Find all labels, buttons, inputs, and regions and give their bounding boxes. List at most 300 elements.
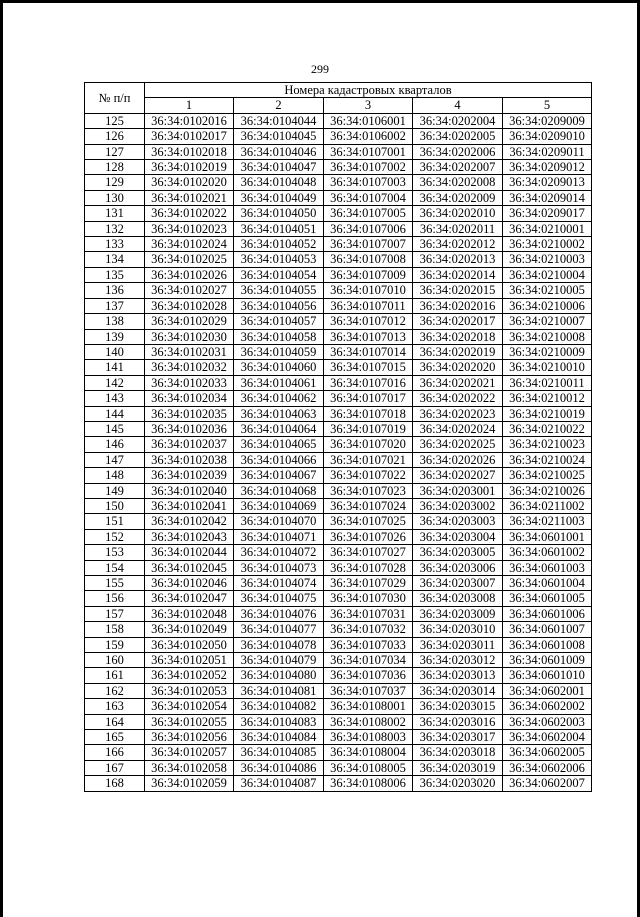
row-number-cell: 142 [85,375,145,390]
cadastral-number-cell: 36:34:0104049 [234,190,324,205]
cadastral-number-cell: 36:34:0202021 [413,375,503,390]
table-row [85,576,592,591]
row-number-cell: 153 [85,545,145,560]
cadastral-number-cell: 36:34:0210005 [503,283,592,298]
cadastral-number-cell: 36:34:0107001 [324,144,413,159]
cadastral-number-cell: 36:34:0107030 [324,591,413,606]
cadastral-number-cell: 36:34:0104074 [234,576,324,591]
table-row [85,452,592,467]
row-number-cell: 167 [85,760,145,775]
cadastral-number-cell: 36:34:0107020 [324,437,413,452]
cadastral-number-cell: 36:34:0107031 [324,606,413,621]
cadastral-number-cell: 36:34:0104080 [234,668,324,683]
cadastral-number-cell: 36:34:0104076 [234,606,324,621]
cadastral-number-cell: 36:34:0202022 [413,391,503,406]
cadastral-number-cell: 36:34:0202015 [413,283,503,298]
cadastral-number-cell: 36:34:0102028 [145,298,234,313]
cadastral-number-cell: 36:34:0102026 [145,267,234,282]
cadastral-number-cell: 36:34:0104050 [234,206,324,221]
cadastral-number-cell: 36:34:0210012 [503,391,592,406]
cadastral-number-cell: 36:34:0203017 [413,730,503,745]
cadastral-number-cell: 36:34:0102023 [145,221,234,236]
cadastral-number-cell: 36:34:0108006 [324,776,413,791]
cadastral-number-cell: 36:34:0107003 [324,175,413,190]
cadastral-number-cell: 36:34:0107004 [324,190,413,205]
cadastral-number-cell: 36:34:0102022 [145,206,234,221]
cadastral-number-cell: 36:34:0104075 [234,591,324,606]
table-row [85,653,592,668]
row-number-cell: 131 [85,206,145,221]
table-row [85,129,592,144]
row-number-cell: 160 [85,653,145,668]
cadastral-number-cell: 36:34:0102053 [145,683,234,698]
row-number-cell: 150 [85,498,145,513]
table-row [85,714,592,729]
table-row [85,314,592,329]
row-number-cell: 145 [85,421,145,436]
cadastral-number-cell: 36:34:0102019 [145,160,234,175]
cadastral-number-cell: 36:34:0203014 [413,683,503,698]
cadastral-number-cell: 36:34:0203016 [413,714,503,729]
cadastral-number-cell: 36:34:0104077 [234,622,324,637]
cadastral-number-cell: 36:34:0210008 [503,329,592,344]
row-number-cell: 158 [85,622,145,637]
row-number-cell: 137 [85,298,145,313]
cadastral-number-cell: 36:34:0102052 [145,668,234,683]
cadastral-number-cell: 36:34:0102033 [145,375,234,390]
cadastral-number-cell: 36:34:0102047 [145,591,234,606]
cadastral-number-cell: 36:34:0102017 [145,129,234,144]
cadastral-number-cell: 36:34:0104079 [234,653,324,668]
cadastral-number-cell: 36:34:0202007 [413,160,503,175]
cadastral-number-cell: 36:34:0202026 [413,452,503,467]
cadastral-number-cell: 36:34:0203006 [413,560,503,575]
cadastral-number-cell: 36:34:0203003 [413,514,503,529]
row-number-cell: 164 [85,714,145,729]
cadastral-number-cell: 36:34:0210009 [503,344,592,359]
cadastral-number-cell: 36:34:0210007 [503,314,592,329]
cadastral-number-cell: 36:34:0102037 [145,437,234,452]
cadastral-number-cell: 36:34:0210011 [503,375,592,390]
cadastral-number-cell: 36:34:0209011 [503,144,592,159]
row-number-cell: 136 [85,283,145,298]
cadastral-number-cell: 36:34:0104068 [234,483,324,498]
header-cadastral-quarters: Номера кадастровых кварталов [145,83,592,98]
cadastral-number-cell: 36:34:0104069 [234,498,324,513]
cadastral-number-cell: 36:34:0102030 [145,329,234,344]
row-number-cell: 140 [85,344,145,359]
cadastral-number-cell: 36:34:0102058 [145,760,234,775]
cadastral-number-cell: 36:34:0203011 [413,637,503,652]
row-number-cell: 154 [85,560,145,575]
cadastral-number-cell: 36:34:0601007 [503,622,592,637]
table-row [85,637,592,652]
cadastral-number-cell: 36:34:0107012 [324,314,413,329]
cadastral-number-cell: 36:34:0601004 [503,576,592,591]
table-row [85,237,592,252]
cadastral-number-cell: 36:34:0202013 [413,252,503,267]
cadastral-number-cell: 36:34:0203004 [413,529,503,544]
cadastral-number-cell: 36:34:0104055 [234,283,324,298]
cadastral-number-cell: 36:34:0104053 [234,252,324,267]
cadastral-number-cell: 36:34:0107026 [324,529,413,544]
cadastral-number-cell: 36:34:0102059 [145,776,234,791]
cadastral-number-cell: 36:34:0104085 [234,745,324,760]
cadastral-number-cell: 36:34:0104064 [234,421,324,436]
cadastral-number-cell: 36:34:0602002 [503,699,592,714]
cadastral-number-cell: 36:34:0203007 [413,576,503,591]
row-number-cell: 155 [85,576,145,591]
table-row [85,206,592,221]
row-number-cell: 168 [85,776,145,791]
cadastral-number-cell: 36:34:0104061 [234,375,324,390]
cadastral-number-cell: 36:34:0102050 [145,637,234,652]
cadastral-number-cell: 36:34:0102040 [145,483,234,498]
cadastral-number-cell: 36:34:0210003 [503,252,592,267]
cadastral-number-cell: 36:34:0104078 [234,637,324,652]
cadastral-number-cell: 36:34:0107023 [324,483,413,498]
cadastral-number-cell: 36:34:0107021 [324,452,413,467]
cadastral-number-cell: 36:34:0104062 [234,391,324,406]
row-number-cell: 132 [85,221,145,236]
cadastral-number-cell: 36:34:0209009 [503,113,592,128]
cadastral-number-cell: 36:34:0203010 [413,622,503,637]
cadastral-number-cell: 36:34:0210025 [503,468,592,483]
cadastral-number-cell: 36:34:0106001 [324,113,413,128]
cadastral-number-cell: 36:34:0108003 [324,730,413,745]
header-row-columns [85,98,592,113]
table-row [85,683,592,698]
cadastral-number-cell: 36:34:0202018 [413,329,503,344]
cadastral-number-cell: 36:34:0203005 [413,545,503,560]
cadastral-number-cell: 36:34:0202016 [413,298,503,313]
cadastral-number-cell: 36:34:0104083 [234,714,324,729]
cadastral-number-cell: 36:34:0104072 [234,545,324,560]
cadastral-number-cell: 36:34:0102049 [145,622,234,637]
cadastral-number-cell: 36:34:0102038 [145,452,234,467]
cadastral-number-cell: 36:34:0102025 [145,252,234,267]
row-number-cell: 148 [85,468,145,483]
cadastral-number-cell: 36:34:0104081 [234,683,324,698]
cadastral-number-cell: 36:34:0102039 [145,468,234,483]
cadastral-number-cell: 36:34:0203012 [413,653,503,668]
cadastral-number-cell: 36:34:0107029 [324,576,413,591]
scan-border-left [0,0,3,917]
table-header [85,83,592,114]
cadastral-number-cell: 36:34:0107005 [324,206,413,221]
row-number-cell: 144 [85,406,145,421]
scan-border-top [0,0,640,3]
cadastral-number-cell: 36:34:0202010 [413,206,503,221]
cadastral-number-cell: 36:34:0203001 [413,483,503,498]
cadastral-number-cell: 36:34:0602004 [503,730,592,745]
row-number-cell: 162 [85,683,145,698]
table-row [85,329,592,344]
table-row [85,437,592,452]
header-row-group [85,83,592,98]
cadastral-number-cell: 36:34:0102029 [145,314,234,329]
table-row [85,283,592,298]
table-row [85,160,592,175]
cadastral-number-cell: 36:34:0102032 [145,360,234,375]
table-row [85,267,592,282]
cadastral-number-cell: 36:34:0104056 [234,298,324,313]
cadastral-number-cell: 36:34:0107033 [324,637,413,652]
cadastral-number-cell: 36:34:0601008 [503,637,592,652]
cadastral-number-cell: 36:34:0104066 [234,452,324,467]
cadastral-number-cell: 36:34:0202025 [413,437,503,452]
table-row [85,545,592,560]
header-column-number: 1 [145,98,234,113]
cadastral-number-cell: 36:34:0104054 [234,267,324,282]
table-row [85,699,592,714]
cadastral-number-cell: 36:34:0209010 [503,129,592,144]
row-number-cell: 127 [85,144,145,159]
cadastral-number-cell: 36:34:0107016 [324,375,413,390]
cadastral-number-cell: 36:34:0203015 [413,699,503,714]
header-column-number: 4 [413,98,503,113]
table-row [85,406,592,421]
cadastral-number-cell: 36:34:0107006 [324,221,413,236]
cadastral-number-cell: 36:34:0102018 [145,144,234,159]
cadastral-number-cell: 36:34:0104067 [234,468,324,483]
cadastral-number-cell: 36:34:0102041 [145,498,234,513]
cadastral-number-cell: 36:34:0102036 [145,421,234,436]
cadastral-number-cell: 36:34:0107015 [324,360,413,375]
cadastral-number-cell: 36:34:0601003 [503,560,592,575]
cadastral-number-cell: 36:34:0210001 [503,221,592,236]
table-row [85,375,592,390]
row-number-cell: 147 [85,452,145,467]
cadastral-number-cell: 36:34:0210023 [503,437,592,452]
row-number-cell: 134 [85,252,145,267]
cadastral-number-cell: 36:34:0202012 [413,237,503,252]
cadastral-number-cell: 36:34:0107034 [324,653,413,668]
row-number-cell: 143 [85,391,145,406]
cadastral-number-cell: 36:34:0104045 [234,129,324,144]
row-number-cell: 157 [85,606,145,621]
header-column-number: 5 [503,98,592,113]
cadastral-number-cell: 36:34:0104047 [234,160,324,175]
cadastral-number-cell: 36:34:0106002 [324,129,413,144]
row-number-cell: 135 [85,267,145,282]
cadastral-number-cell: 36:34:0209017 [503,206,592,221]
cadastral-number-cell: 36:34:0107027 [324,545,413,560]
cadastral-number-cell: 36:34:0601006 [503,606,592,621]
cadastral-number-cell: 36:34:0203008 [413,591,503,606]
table-row [85,391,592,406]
cadastral-number-cell: 36:34:0210019 [503,406,592,421]
cadastral-number-cell: 36:34:0602007 [503,776,592,791]
cadastral-number-cell: 36:34:0210026 [503,483,592,498]
cadastral-number-cell: 36:34:0202004 [413,113,503,128]
cadastral-number-cell: 36:34:0202008 [413,175,503,190]
cadastral-number-cell: 36:34:0102042 [145,514,234,529]
cadastral-number-cell: 36:34:0210006 [503,298,592,313]
cadastral-number-cell: 36:34:0209013 [503,175,592,190]
cadastral-number-cell: 36:34:0202020 [413,360,503,375]
cadastral-number-cell: 36:34:0601005 [503,591,592,606]
cadastral-number-cell: 36:34:0203013 [413,668,503,683]
table-row [85,730,592,745]
cadastral-number-cell: 36:34:0104046 [234,144,324,159]
cadastral-number-cell: 36:34:0203009 [413,606,503,621]
row-number-cell: 138 [85,314,145,329]
table-row [85,113,592,128]
row-number-cell: 166 [85,745,145,760]
cadastral-number-cell: 36:34:0107002 [324,160,413,175]
cadastral-number-cell: 36:34:0107019 [324,421,413,436]
table-row [85,668,592,683]
table-row [85,498,592,513]
table-row [85,360,592,375]
cadastral-number-cell: 36:34:0107028 [324,560,413,575]
cadastral-number-cell: 36:34:0209012 [503,160,592,175]
table-row [85,252,592,267]
row-number-cell: 159 [85,637,145,652]
cadastral-number-cell: 36:34:0102035 [145,406,234,421]
cadastral-number-cell: 36:34:0107036 [324,668,413,683]
table-row [85,468,592,483]
page-number: 299 [311,62,329,76]
cadastral-number-cell: 36:34:0102055 [145,714,234,729]
cadastral-number-cell: 36:34:0104044 [234,113,324,128]
cadastral-number-cell: 36:34:0202006 [413,144,503,159]
cadastral-number-cell: 36:34:0104065 [234,437,324,452]
row-number-cell: 141 [85,360,145,375]
cadastral-number-cell: 36:34:0102043 [145,529,234,544]
cadastral-number-cell: 36:34:0104052 [234,237,324,252]
cadastral-number-cell: 36:34:0211002 [503,498,592,513]
cadastral-number-cell: 36:34:0102051 [145,653,234,668]
cadastral-number-cell: 36:34:0602003 [503,714,592,729]
row-number-cell: 146 [85,437,145,452]
cadastral-number-cell: 36:34:0102021 [145,190,234,205]
cadastral-number-cell: 36:34:0602006 [503,760,592,775]
cadastral-number-cell: 36:34:0601002 [503,545,592,560]
cadastral-number-cell: 36:34:0107032 [324,622,413,637]
header-row-number: № п/п [85,83,145,114]
cadastral-number-cell: 36:34:0210002 [503,237,592,252]
cadastral-quarters-table [84,82,592,792]
cadastral-number-cell: 36:34:0104086 [234,760,324,775]
cadastral-number-cell: 36:34:0601010 [503,668,592,683]
cadastral-number-cell: 36:34:0104048 [234,175,324,190]
cadastral-number-cell: 36:34:0107037 [324,683,413,698]
table-row [85,483,592,498]
table-row [85,514,592,529]
cadastral-number-cell: 36:34:0602005 [503,745,592,760]
cadastral-number-cell: 36:34:0202023 [413,406,503,421]
cadastral-number-cell: 36:34:0104073 [234,560,324,575]
table-row [85,745,592,760]
cadastral-number-cell: 36:34:0203020 [413,776,503,791]
table-row [85,606,592,621]
cadastral-number-cell: 36:34:0102027 [145,283,234,298]
cadastral-number-cell: 36:34:0203019 [413,760,503,775]
table-row [85,144,592,159]
cadastral-number-cell: 36:34:0102024 [145,237,234,252]
table-row [85,221,592,236]
cadastral-number-cell: 36:34:0107022 [324,468,413,483]
row-number-cell: 163 [85,699,145,714]
cadastral-number-cell: 36:34:0104051 [234,221,324,236]
table-row [85,529,592,544]
cadastral-number-cell: 36:34:0107008 [324,252,413,267]
cadastral-number-cell: 36:34:0211003 [503,514,592,529]
table-row [85,776,592,791]
cadastral-number-cell: 36:34:0102057 [145,745,234,760]
cadastral-number-cell: 36:34:0202017 [413,314,503,329]
table-row [85,421,592,436]
row-number-cell: 139 [85,329,145,344]
cadastral-number-cell: 36:34:0107018 [324,406,413,421]
cadastral-number-cell: 36:34:0104058 [234,329,324,344]
table-row [85,760,592,775]
cadastral-number-cell: 36:34:0107025 [324,514,413,529]
cadastral-number-cell: 36:34:0601001 [503,529,592,544]
table-row [85,190,592,205]
cadastral-number-cell: 36:34:0102046 [145,576,234,591]
cadastral-number-cell: 36:34:0202019 [413,344,503,359]
table-row [85,622,592,637]
row-number-cell: 156 [85,591,145,606]
cadastral-number-cell: 36:34:0202005 [413,129,503,144]
cadastral-number-cell: 36:34:0104087 [234,776,324,791]
row-number-cell: 128 [85,160,145,175]
cadastral-number-cell: 36:34:0107024 [324,498,413,513]
table-row [85,298,592,313]
cadastral-number-cell: 36:34:0203002 [413,498,503,513]
cadastral-number-cell: 36:34:0102034 [145,391,234,406]
cadastral-number-cell: 36:34:0104059 [234,344,324,359]
table-row [85,344,592,359]
cadastral-number-cell: 36:34:0104082 [234,699,324,714]
cadastral-number-cell: 36:34:0107010 [324,283,413,298]
cadastral-number-cell: 36:34:0202027 [413,468,503,483]
table-row [85,560,592,575]
table-body [85,113,592,791]
cadastral-number-cell: 36:34:0104071 [234,529,324,544]
cadastral-number-cell: 36:34:0102031 [145,344,234,359]
cadastral-number-cell: 36:34:0107011 [324,298,413,313]
cadastral-number-cell: 36:34:0102048 [145,606,234,621]
cadastral-number-cell: 36:34:0104057 [234,314,324,329]
cadastral-number-cell: 36:34:0108002 [324,714,413,729]
cadastral-number-cell: 36:34:0102020 [145,175,234,190]
cadastral-number-cell: 36:34:0104060 [234,360,324,375]
header-column-number: 3 [324,98,413,113]
cadastral-number-cell: 36:34:0102044 [145,545,234,560]
row-number-cell: 151 [85,514,145,529]
row-number-cell: 125 [85,113,145,128]
row-number-cell: 161 [85,668,145,683]
cadastral-number-cell: 36:34:0210010 [503,360,592,375]
row-number-cell: 165 [85,730,145,745]
cadastral-number-cell: 36:34:0108001 [324,699,413,714]
table-row [85,175,592,190]
cadastral-number-cell: 36:34:0104070 [234,514,324,529]
row-number-cell: 129 [85,175,145,190]
cadastral-number-cell: 36:34:0210024 [503,452,592,467]
cadastral-number-cell: 36:34:0210004 [503,267,592,282]
cadastral-number-cell: 36:34:0202011 [413,221,503,236]
table-row [85,591,592,606]
cadastral-number-cell: 36:34:0108004 [324,745,413,760]
cadastral-number-cell: 36:34:0202009 [413,190,503,205]
cadastral-number-cell: 36:34:0107017 [324,391,413,406]
cadastral-number-cell: 36:34:0210022 [503,421,592,436]
